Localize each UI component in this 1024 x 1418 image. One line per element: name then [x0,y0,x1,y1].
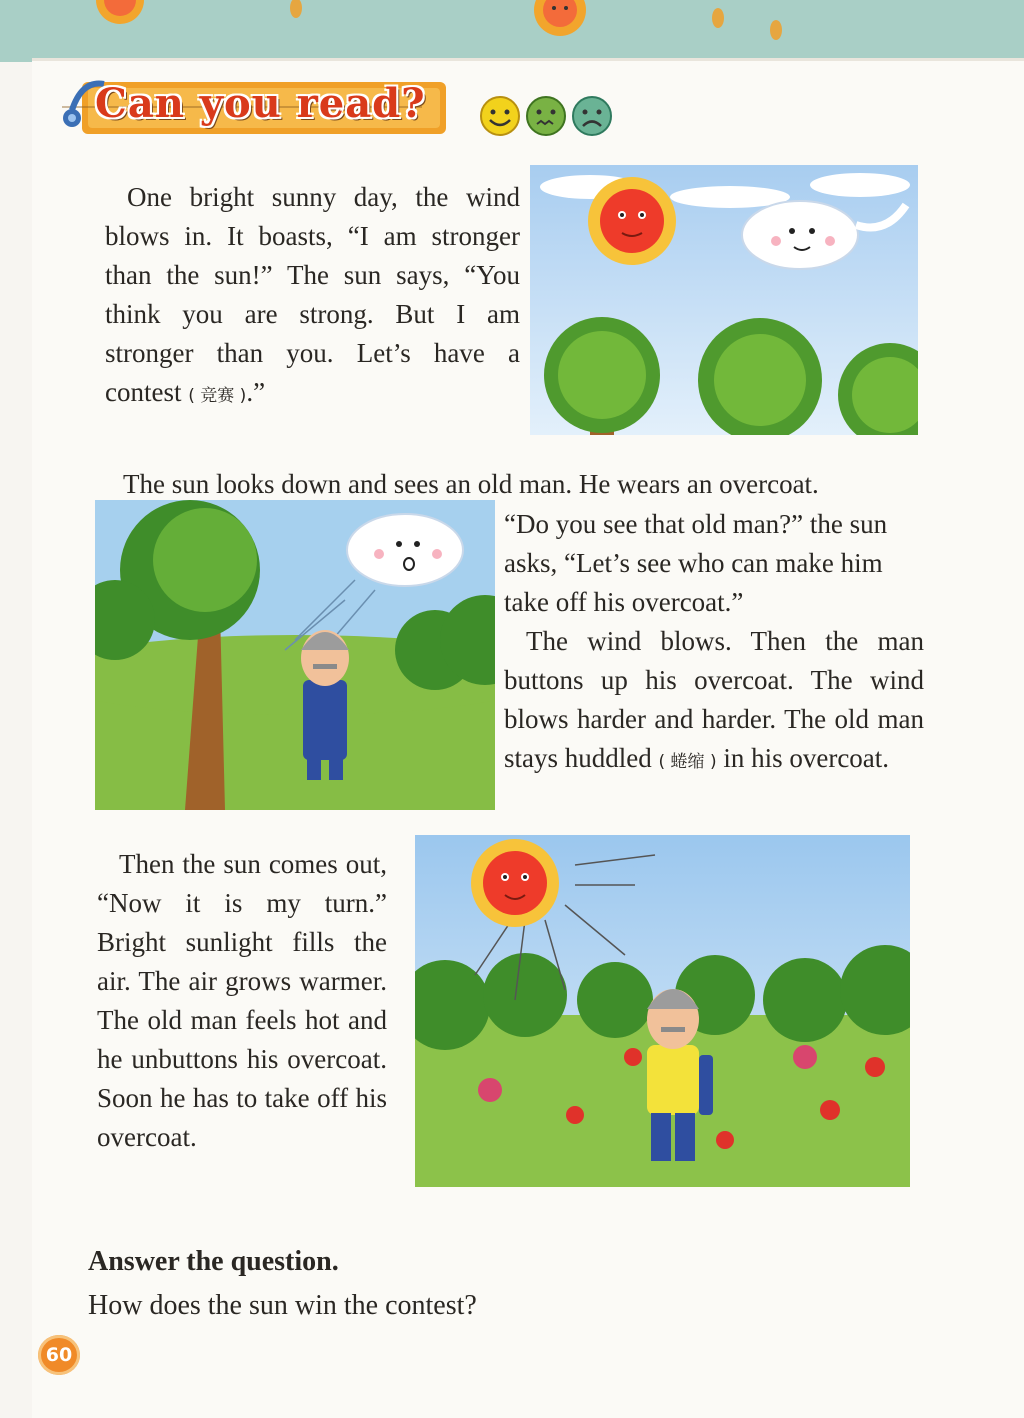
rating-faces [478,94,622,138]
smile-face-icon[interactable] [481,97,519,135]
sun-character-icon [588,177,676,265]
top-decorative-band [0,0,1024,62]
old-man-character-icon [301,630,349,780]
worried-face-icon[interactable] [527,97,565,135]
story-paragraph-2-line: The sun looks down and sees an old man. He wears an overcoat. [123,469,819,499]
section-title: Can you read? [95,80,426,127]
illustration-sun-and-wind [530,165,918,435]
exercise-question: How does the sun win the contest? [88,1290,477,1321]
story-paragraph-4: Then the sun comes out, “Now it is my turn.” Bright sunlight fills the air. The air grows warmer. The old man feels hot and he unbuttons his overcoat. Soon he has to take off his overcoat. [97,849,387,1152]
illustration-sun-and-old-man [415,835,910,1187]
wind-cloud-character-icon [347,514,463,586]
sun-character-icon [471,839,559,927]
story-paragraph-3: The wind blows. Then the man buttons up his overcoat. The wind blows harder and harder. The old man stays huddled ( 蜷缩 ) in his overcoat. [504,626,924,773]
story-paragraph-1: One bright sunny day, the wind blows in. It boasts, “I am stronger than the sun!” The sun says, “You think you are strong. But I am stronger than you. Let’s have a contest ( 竞赛 ).” [105,182,520,407]
illustration-wind-and-old-man [95,500,495,810]
story-paragraph-2-continued: “Do you see that old man?” the sun asks, “Let’s see who can make him take off his overcoat.” [504,509,888,617]
exercise-heading: Answer the question. [88,1246,339,1277]
sad-face-icon[interactable] [573,97,611,135]
page-number-badge: 60 [38,1335,80,1375]
top-border-decoration [0,0,1024,62]
